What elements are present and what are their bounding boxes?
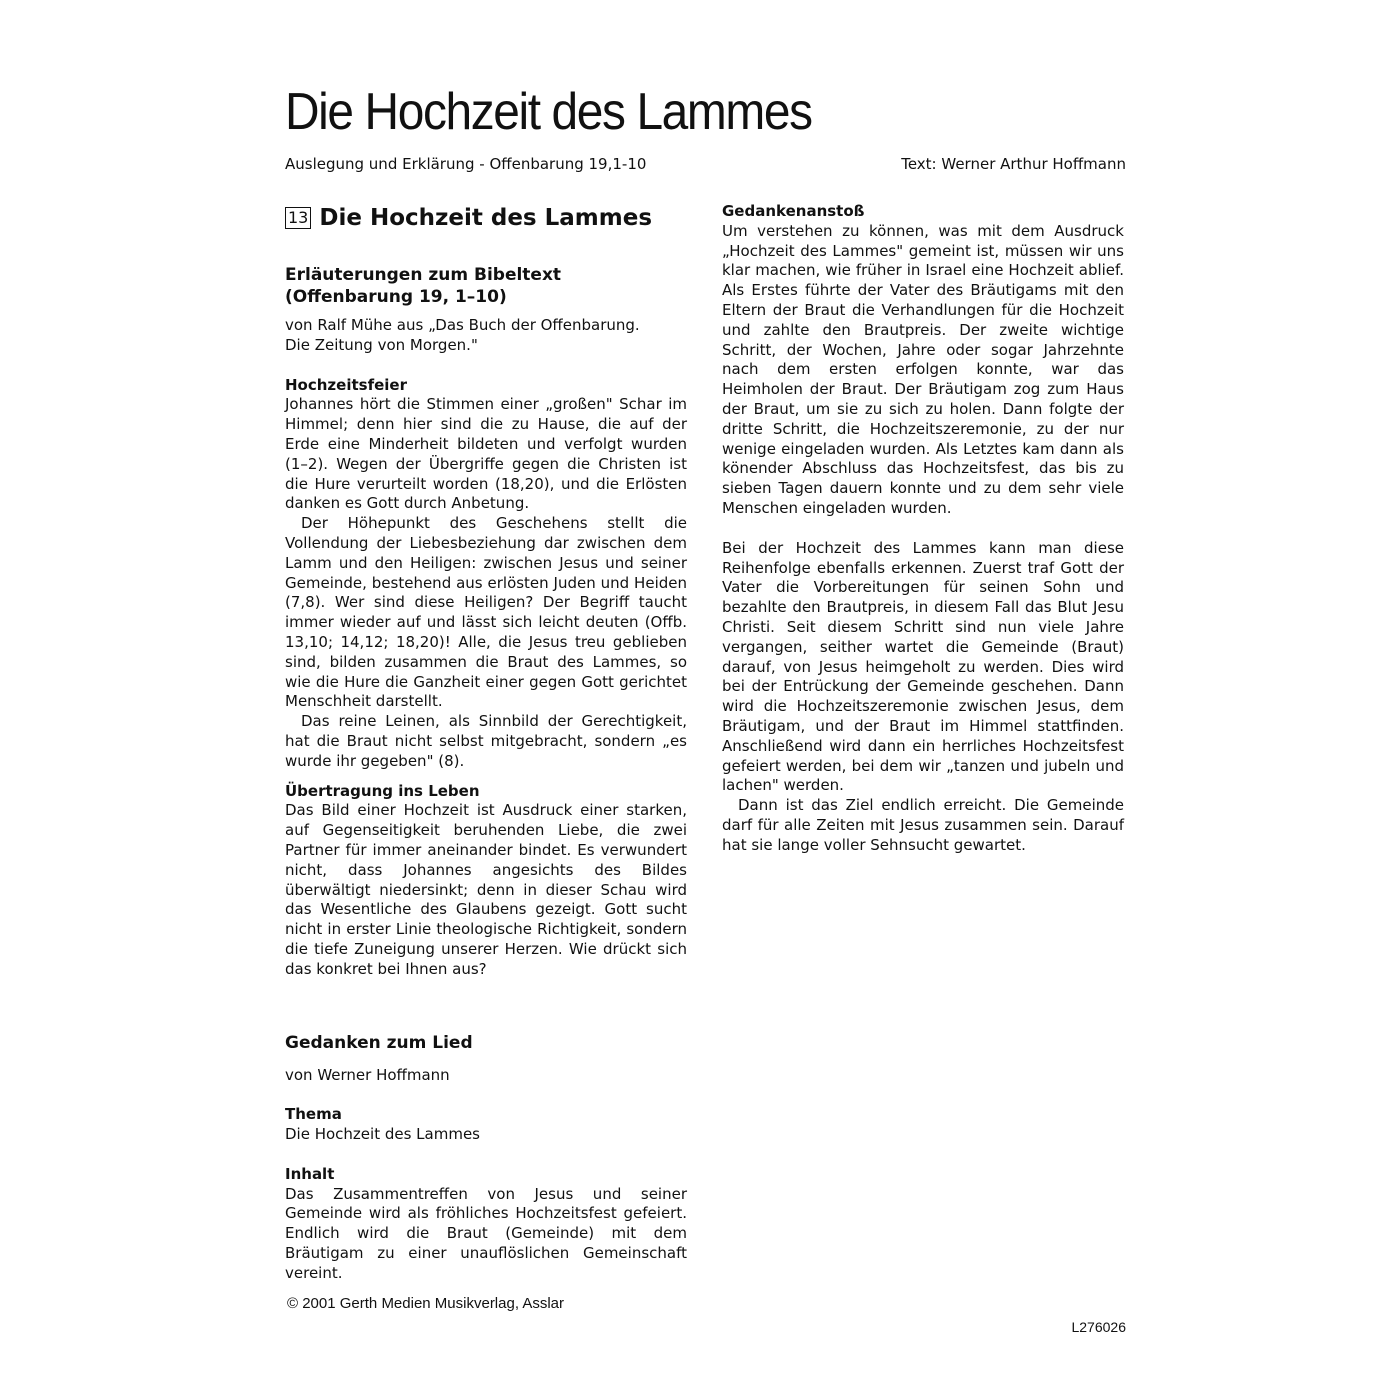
- content-label: Inhalt: [285, 1164, 335, 1183]
- theme-label: Thema: [285, 1105, 342, 1124]
- paragraph: Um verstehen zu können, was mit dem Ausdruck „Hochzeit des Lammes" gemeint ist, müssen wir uns klar machen, wie früher in Israel eine Hochzeit ablief. Als Erstes führte der Vater des Bräutigams mit den Eltern der Braut die Verhandlungen für die Hochzeit und zahlte den Brautpreis. Der zweite wichtige Schritt, der Wochen, Jahre oder sogar Jahrzehnte nach dem ersten erfolgen konnte, war das Heimholen der Braut. Der Bräutigam zog zum Haus der Braut, um sie zu sich zu holen. Dann folgte der dritte Schritt, die Hochzeitszeremonie, zu der nur wenige eingeladen wurden. Als Letztes kam dann als könender Abschluss das Hochzeitsfest, das bis zu sieben Tagen dauern konnte und zu dem sehr viele Menschen eingeladen wurden.: [722, 221, 1124, 517]
- content-text: Das Zusammentreffen von Jesus und seiner Gemeinde wird als fröhliches Hochzeitsfest gefeiert. Endlich wird die Braut (Gemeinde) mit dem Bräutigam zu einer unauflöslichen Gemeinschaft vereint.: [285, 1184, 687, 1282]
- paragraph: Das Bild einer Hochzeit ist Ausdruck einer starken, auf Gegenseitigkeit beruhenden Liebe, die zwei Partner für immer aneinander bindet. Es verwundert nicht, dass Johannes angesichts des Bildes überwältigt niedersinkt; denn in dieser Schau wird das Wesentliche des Glaubens gezeigt. Gott sucht nicht in erster Linie theologische Richtigkeit, sondern die tiefe Zuneigung unserer Herzen. Wie drückt sich das konkret bei Ihnen aus?: [285, 801, 687, 978]
- explanations-heading-line: (Offenbarung 19, 1–10): [285, 287, 507, 307]
- explanations-heading-line: Erläuterungen zum Bibeltext: [285, 265, 562, 285]
- right-column: [722, 202, 1124, 856]
- section-heading: Hochzeitsfeier: [285, 375, 407, 394]
- subtitle: Auslegung und Erklärung - Offenbarung 19,1-10: [285, 155, 647, 173]
- song-number-badge: 13: [285, 207, 311, 229]
- catalog-code: L276026: [1071, 1319, 1126, 1335]
- left-column: [285, 202, 687, 1284]
- theme-text: Die Hochzeit des Lammes: [285, 1125, 480, 1144]
- copyright-notice: © 2001 Gerth Medien Musikverlag, Asslar: [287, 1295, 565, 1312]
- explanations-source: [285, 316, 687, 356]
- paragraph: Das reine Leinen, als Sinnbild der Gerechtigkeit, hat die Braut nicht selbst mitgebracht, sondern „es wurde ihr gegeben" (8).: [285, 712, 687, 770]
- page-title: Die Hochzeit des Lammes: [285, 83, 812, 141]
- paragraph: Johannes hört die Stimmen einer „großen" Schar im Himmel; denn hier sind die zu Hause, die auf der Erde eine Minderheit bildeten und verfolgt wurden (1–2). Wegen der Übergriffe gegen die Christen ist die Hure verurteilt worden (18,20), und die Erlösten danken es Gott durch Anbetung.: [285, 395, 687, 513]
- paragraph: Der Höhepunkt des Geschehens stellt die Vollendung der Liebesbeziehung dar zwischen dem Lamm und den Heiligen: zwischen Jesus und seiner Gemeinde, bestehend aus erlösten Juden und Heiden (7,8). Wer sind diese Heiligen? Der Begriff taucht immer wieder auf und lässt sich leicht deuten (Offb. 13,10; 14,12; 18,20)! Alle, die Jesus treu geblieben sind, bilden zusammen die Braut des Lammes, so wie die Hure die Ganzheit einer gegen Gott gerichtet Menschheit darstellt.: [285, 514, 687, 711]
- author-byline: Text: Werner Arthur Hoffmann: [901, 155, 1126, 173]
- impulse-heading: Gedankenanstoß: [722, 202, 865, 220]
- section-heading: Übertragung ins Leben: [285, 781, 480, 800]
- song-heading: [285, 202, 687, 234]
- song-thoughts-heading: Gedanken zum Lied: [285, 1032, 473, 1053]
- source-line: von Ralf Mühe aus „Das Buch der Offenbarung.: [285, 316, 640, 334]
- song-thoughts-author: von Werner Hoffmann: [285, 1065, 450, 1084]
- paragraph: Dann ist das Ziel endlich erreicht. Die Gemeinde darf für alle Zeiten mit Jesus zusammen sein. Darauf hat sie lange voller Sehnsucht gewartet.: [722, 796, 1124, 854]
- paragraph: Bei der Hochzeit des Lammes kann man diese Reihenfolge ebenfalls erkennen. Zuerst traf Gott der Vater die Vorbereitungen für seinen Sohn und bezahlte den Brautpreis, in diesem Fall das Blut Jesu Christi. Seit diesem Schritt sind nun viele Jahre vergangen, seither wartet die Gemeinde (Braut) darauf, von Jesus heimgeholt zu werden. Dies wird bei der Entrückung der Gemeinde geschehen. Dann wird die Hochzeitszeremonie zwischen Jesus, dem Bräutigam, und der Braut im Himmel stattfinden. Anschließend wird dann ein herrliches Hochzeitsfest gefeiert werden, bei dem wir „tanzen und jubeln und lachen" werden.: [722, 538, 1124, 795]
- source-line: Die Zeitung von Morgen.": [285, 335, 478, 354]
- explanations-heading: [285, 264, 687, 308]
- song-title: Die Hochzeit des Lammes: [319, 205, 653, 231]
